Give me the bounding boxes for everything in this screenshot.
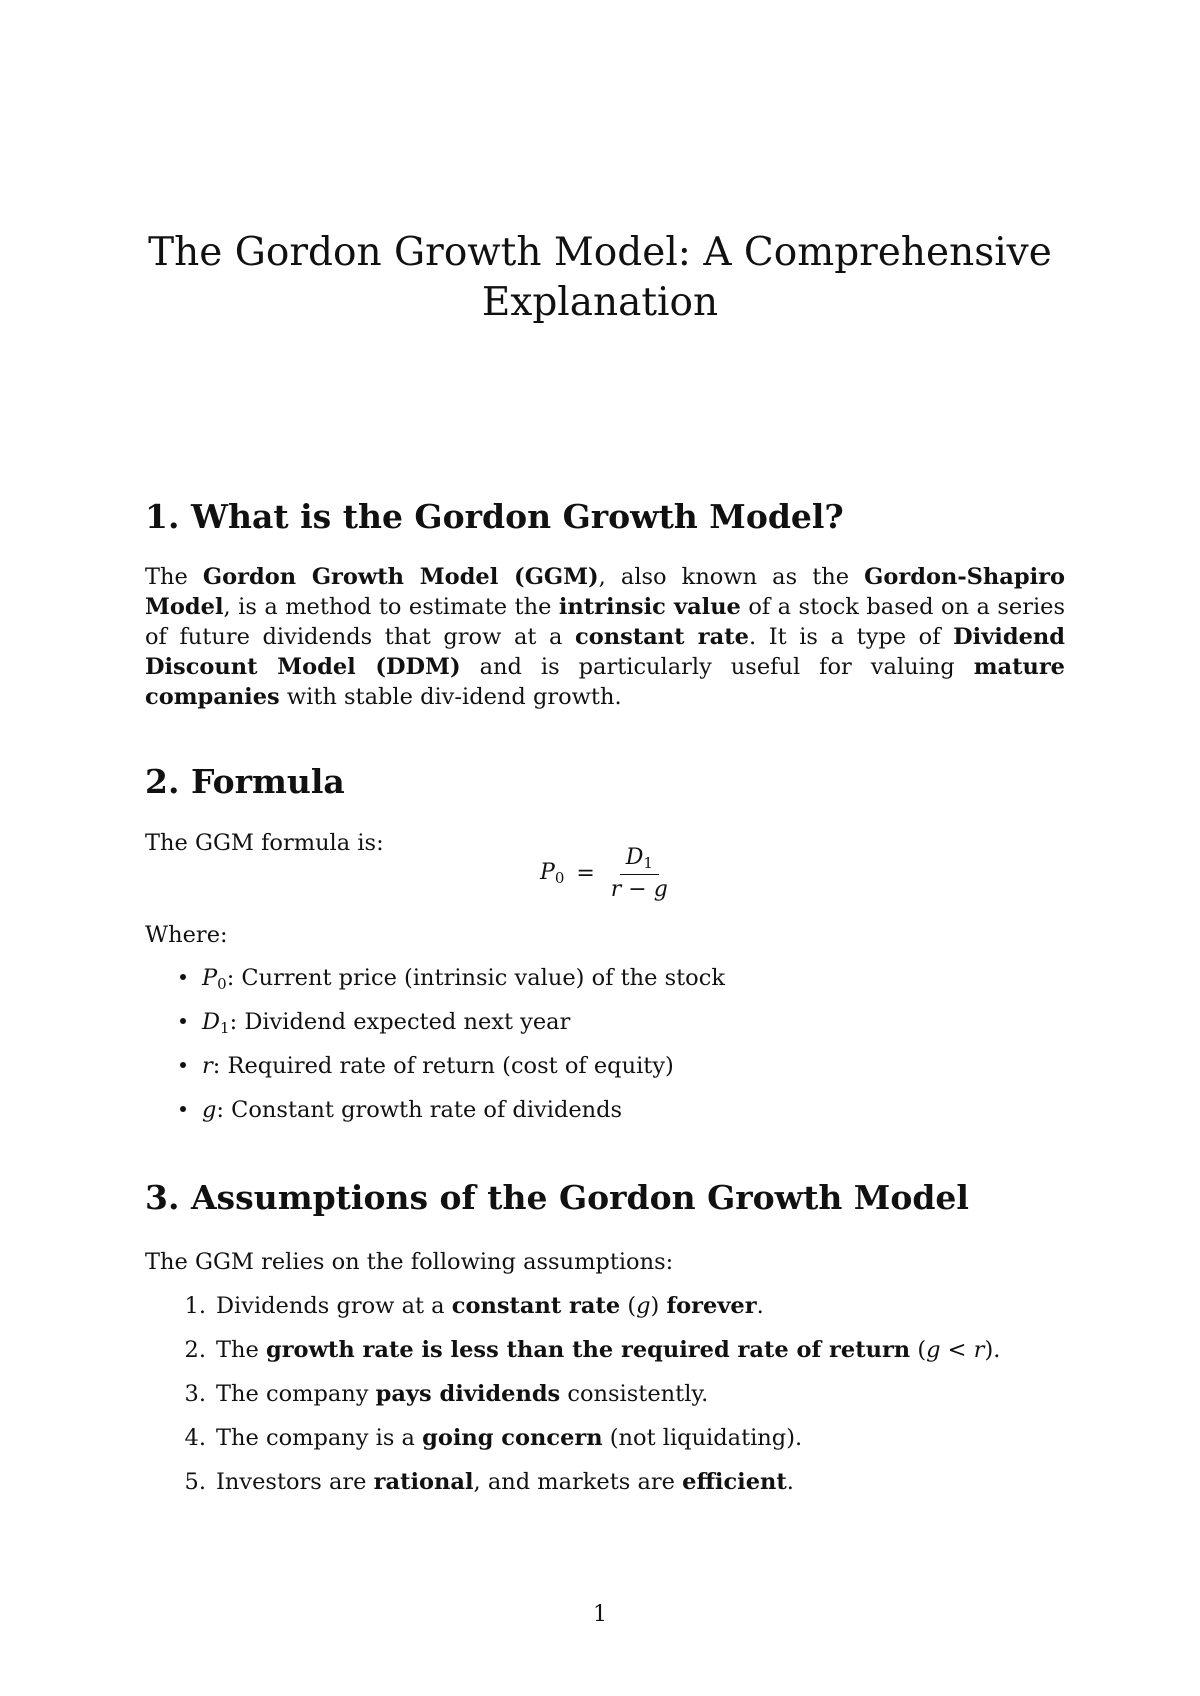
where-label: Where: xyxy=(145,922,228,948)
list-item: 2. The growth rate is less than the required rate of return (g < r). xyxy=(184,1337,1001,1363)
list-item: $P_0$: Current price (intrinsic value) of the stock xyxy=(180,963,725,999)
list-item: 3. The company pays dividends consistently. xyxy=(184,1381,709,1407)
section3-heading: 3. Assumptions of the Gordon Growth Model xyxy=(145,1178,969,1217)
list-item: 4. The company is a going concern (not liquidating). xyxy=(184,1425,803,1451)
section1-paragraph: The Gordon Growth Model (GGM), also known as the Gordon-Shapiro Model, is a method to estimate the intrinsic value of a stock based on a series of future dividends that grow at a constant rate. It is a type of Dividend Discount Model (DDM) and is particularly useful for valuing mature companies with stable div-idend growth. xyxy=(145,564,1066,710)
assumptions-intro: The GGM relies on the following assumptions: xyxy=(145,1249,674,1275)
list-item: r: Required rate of return (cost of equity) xyxy=(180,1051,674,1081)
section2-heading: 2. Formula xyxy=(145,762,345,801)
list-item: 1. Dividends grow at a constant rate (g) forever. xyxy=(184,1293,764,1319)
document-title: The Gordon Growth Model: A Comprehensive Explanation xyxy=(148,230,1052,325)
section1-heading: 1. What is the Gordon Growth Model? xyxy=(145,497,844,536)
list-item: g: Constant growth rate of dividends xyxy=(180,1095,622,1125)
page-number: 1 xyxy=(593,1602,607,1627)
list-item: 5. Investors are rational, and markets are efficient. xyxy=(184,1469,794,1495)
formula-intro: The GGM formula is: xyxy=(145,830,384,856)
ggm-formula: $P_0$ = $\frac{D_1}{r - g}$ xyxy=(540,845,668,902)
list-item: $D_1$: Dividend expected next year xyxy=(180,1007,570,1043)
